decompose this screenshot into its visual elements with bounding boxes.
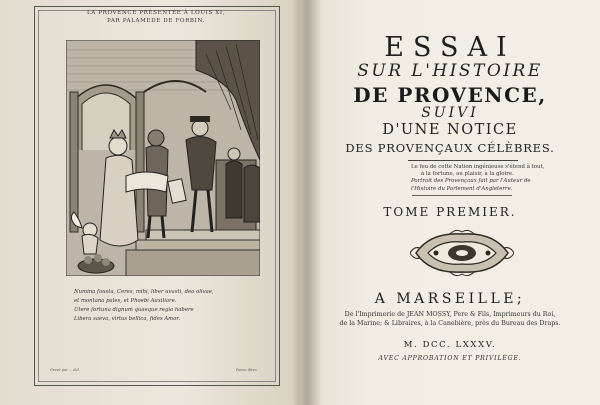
imprint-approbation: AVEC APPROBATION ET PRIVILÈGE. xyxy=(378,355,522,362)
title-de-provence: DE PROVENCE, xyxy=(353,83,547,107)
epigraph-line-1: Le feu de cette Nation ingénieuse s'étend à tout, xyxy=(411,164,545,170)
epigraph-line-2: à la fortune, au plaisir, à la gloire. xyxy=(421,171,514,178)
epigraph-rule-bottom xyxy=(412,195,512,196)
title-sur-lhistoire: SUR L'HISTOIRE xyxy=(357,61,543,81)
printer-line-2: de la Marine; & Libraires, à la Canebière, près du Bureau des Draps. xyxy=(339,319,561,327)
epigraph-line-4: l'Histoire du Parlement d'Angleterre. xyxy=(411,185,513,192)
plate-caption-line-1: LA PROVENCE PRÉSENTÉE À LOUIS XI, xyxy=(86,10,226,16)
latin-verse xyxy=(74,288,264,324)
imprint-year: M. DCC. LXXXV. xyxy=(403,340,497,350)
verse-line-2: et montana pales, et Phoebi Auxiliare. xyxy=(74,298,177,304)
verse-line-1: Numina fausta, Ceres, mihi, liber uvasti, dea olivae, xyxy=(74,289,214,295)
ornament-vignette-icon xyxy=(410,228,514,278)
plate-caption-line-2: PAR PALAMEDE DE FORBIN. xyxy=(107,18,205,24)
verse-line-3: Utere fortuna dignum quaeque regia habere xyxy=(74,307,194,313)
epigraph xyxy=(411,164,561,193)
engraver-credit-left: Gravé par ... del. xyxy=(50,368,80,372)
title-suivi: SUIVI xyxy=(421,105,479,121)
title-essai: ESSAI xyxy=(384,32,516,63)
printer-line-1: De l'Imprimerie de JEAN MOSSY, Pere & Fils, Imprimeurs du Roi, xyxy=(344,311,556,318)
engraver-credit-right: Ponce direx. xyxy=(236,368,258,372)
volume-label: TOME PREMIER. xyxy=(383,205,517,219)
imprint-printer xyxy=(300,311,600,328)
title-provencaux-celebres: DES PROVENÇAUX CÉLÈBRES. xyxy=(345,141,555,155)
verse-line-4: Libera saeva, virtus bellica, fides Amor. xyxy=(74,316,181,322)
imprint-city: A MARSEILLE; xyxy=(374,291,526,307)
title-dune-notice: D'UNE NOTICE xyxy=(382,122,518,138)
epigraph-line-3: Portrait des Provençaux fait par l'Auteur de xyxy=(411,178,531,185)
engraving-illustration xyxy=(66,40,260,276)
epigraph-rule-top xyxy=(408,160,518,161)
plate-caption xyxy=(40,9,272,25)
